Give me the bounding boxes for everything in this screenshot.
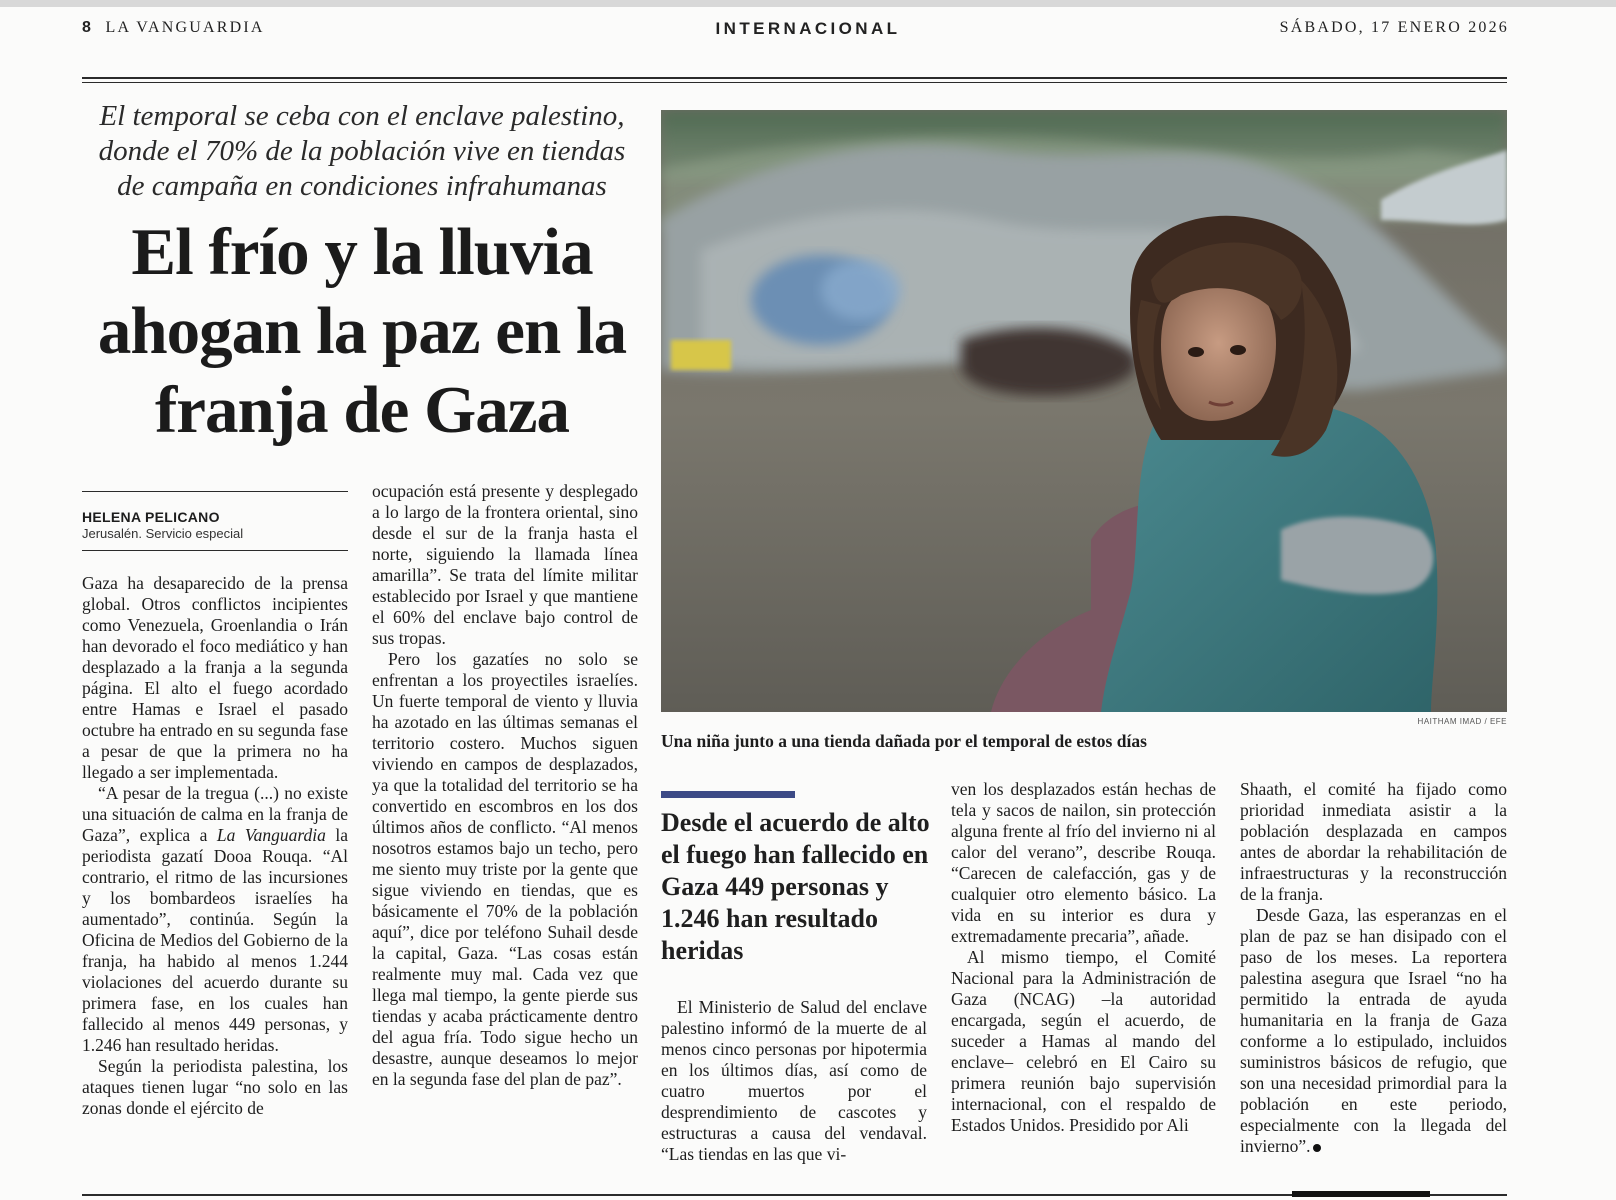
paragraph: ven los desplazados están hechas de tela y sacos de nailon, sin protección alguna frente al frío del invierno ni al calor del verano”, describe Rouqa. “Carecen de calefacción, gas y de cualquier otro elemento básico. La vida en su interior es dura y extremadamente precaria”, añade. bbox=[951, 779, 1216, 946]
paragraph: Desde Gaza, las esperanzas en el plan de paz se han disipado con el paso de los meses. La reportera palestina asegura que Israel “no ha permitido la entrada de ayuda humanitaria en la franja de Gaza conforme a lo estipulado, incluidos suministros básicos de refugio, que son una necesidad primordial para la población en este periodo, especialmente con la llegada del invierno”. bbox=[1240, 905, 1507, 1156]
byline-rule-top bbox=[82, 491, 348, 492]
footer-bar bbox=[1292, 1191, 1430, 1197]
paragraph: El Ministerio de Salud del enclave palestino informó de la muerte de al menos cinco personas por hipotermia en los últimos días, así como de cuatro muertos por el desprendimiento de cascotes y estructuras a causa del vendaval. “Las tiendas en las que vi- bbox=[661, 997, 927, 1164]
paragraph: Según la periodista palestina, los ataques tienen lugar “no solo en las zonas donde el ejército de bbox=[82, 1056, 348, 1118]
paragraph: Gaza ha desaparecido de la prensa global. Otros conflictos incipientes como Venezuela, Groenlandia o Irán han devorado el foco mediático y han desplazado a la franja a la segunda página. El alto el fuego acordado entre Hamas e Israel el pasado octubre ha entrado en su segunda fase a pesar de que la primera no ha llegado a ser implementada. bbox=[82, 573, 348, 782]
article-photo bbox=[661, 110, 1507, 712]
photo-girl-by-tent bbox=[661, 110, 1507, 712]
paragraph: Pero los gazatíes no solo se enfrentan a los proyectiles israelíes. Un fuerte temporal de viento y lluvia ha azotado en las últimas semanas el territorio costero. Muchos siguen viviendo en campos de desplazados, ya que la totalidad del territorio se ha convertido en escombros en los dos últimos años de conflicto. “Al menos nosotros estamos bajo un techo, pero me siento muy triste por la gente que sigue viviendo en tiendas, que es básicamente el 70% de la población aquí”, dice por teléfono Suhail desde la capital, Gaza. “Las cosas están realmente muy mal. Cada vez que llega mal tiempo, la gente pierde sus tiendas y acaba prácticamente dentro del agua fría. Todo sigue hecho un desastre, aunque deseamos lo mejor en la segunda fase del plan de paz”. bbox=[372, 649, 638, 1089]
page-number: 8 bbox=[82, 19, 94, 36]
header-rule-bottom bbox=[82, 82, 1507, 83]
newspaper-page bbox=[0, 7, 1616, 1200]
paragraph: “A pesar de la tregua (...) no existe una situación de calma en la franja de Gaza”, explica a La Vanguardia la periodista gazatí Dooa Rouqa. “Al contrario, el ritmo de las incursiones y los bombardeos israelíes ha aumentado”, continúa. Según la Oficina de Medios del Gobierno de la franja, ha habido al menos 1.244 violaciones del acuerdo durante su primera fase, en los cuales han fallecido al menos 449 personas, y 1.246 han resultado heridas. bbox=[82, 783, 348, 1055]
end-of-article-icon bbox=[1313, 1144, 1321, 1152]
body-column-2 bbox=[372, 481, 638, 1090]
header-rule-top bbox=[82, 77, 1507, 79]
byline-author: HELENA PELICANO bbox=[82, 509, 220, 525]
paragraph: Al mismo tiempo, el Comité Nacional para la Administración de Gaza (NCAG) –la autoridad encargada, según el acuerdo, de suceder a Hamas al mando del enclave– celebró en El Cairo su primera reunión bajo supervisión internacional, con el respaldo de Estados Unidos. Presidido por Ali bbox=[951, 947, 1216, 1135]
issue-date: SÁBADO, 17 ENERO 2026 bbox=[1279, 19, 1509, 36]
byline-location: Jerusalén. Servicio especial bbox=[82, 526, 244, 541]
body-column-3 bbox=[661, 997, 927, 1165]
newspaper-name: La Vanguardia bbox=[216, 825, 326, 845]
paragraph: ocupación está presente y desplegado a lo largo de la frontera oriental, sino desde el sur de la franja hasta el norte, siguiendo la llamada línea amarilla”. Se trata del límite militar establecido por Israel y que mantiene el 60% del enclave bajo control de sus tropas. bbox=[372, 481, 638, 648]
body-column-4 bbox=[951, 779, 1216, 1136]
paragraph: Shaath, el comité ha fijado como prioridad inmediata asistir a la población desplazada en campos antes de abordar la rehabilitación de infraestructuras y la reconstrucción de la franja. bbox=[1240, 779, 1507, 904]
photo-credit: HAITHAM IMAD / EFE bbox=[1417, 717, 1507, 726]
subhead-accent-bar bbox=[661, 791, 795, 798]
article-deck: El temporal se ceba con el enclave palestino, donde el 70% de la población vive en tiendas de campaña en condiciones infrahumanas bbox=[98, 100, 626, 202]
article-subhead: Desde el acuerdo de alto el fuego han fallecido en Gaza 449 personas y 1.246 han resultado heridas bbox=[661, 808, 930, 965]
paper-name: LA VANGUARDIA bbox=[105, 19, 265, 36]
body-column-1 bbox=[82, 573, 348, 1119]
byline-rule-bottom bbox=[82, 550, 348, 551]
section-name: INTERNACIONAL bbox=[715, 19, 901, 38]
body-column-5 bbox=[1240, 779, 1507, 1157]
article-headline: El frío y la lluvia ahogan la paz en la franja de Gaza bbox=[97, 215, 627, 447]
photo-caption: Una niña junto a una tienda dañada por el temporal de estos días bbox=[661, 731, 1147, 751]
